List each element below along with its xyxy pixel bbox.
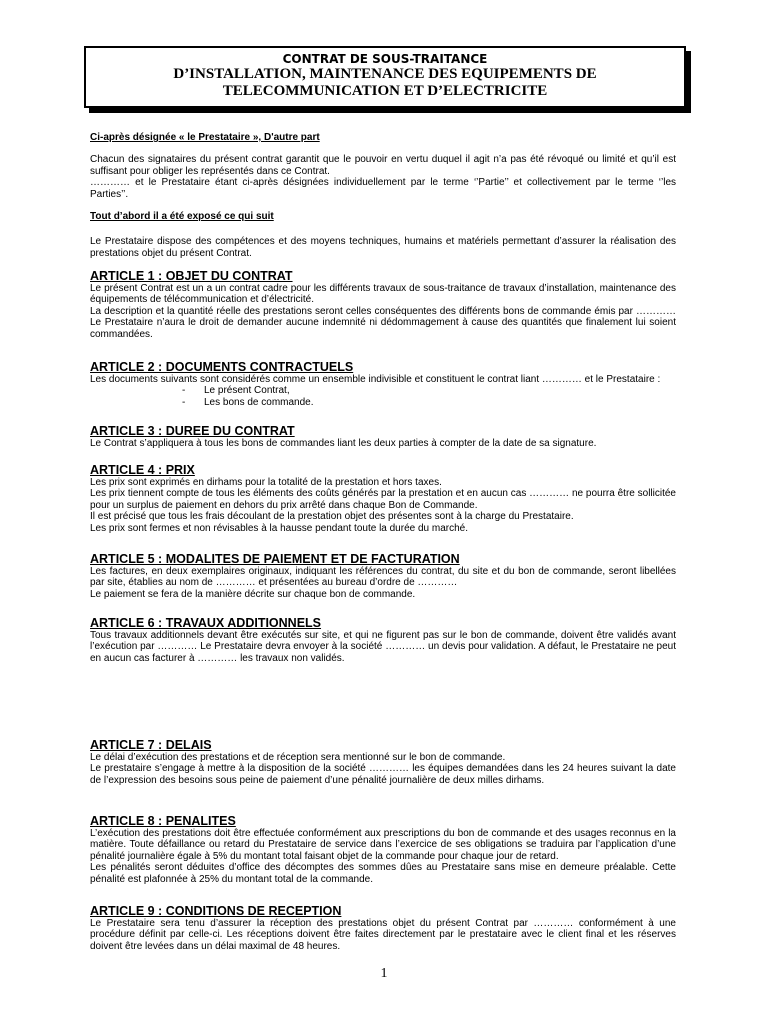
- intro-paragraph-1: Chacun des signataires du présent contrat garantit que le pouvoir en vertu duquel il agit n’a pas été révoqué ou limité et qu’il est suffisant pour obliger les représentés dans ce Contrat.: [90, 154, 676, 177]
- article-1-paragraph-1: Le présent Contrat est un a un contrat cadre pour les différents travaux de sous-traitance de travaux d’installation, maintenance des équipements de télécommunication et d’électricité.: [90, 283, 676, 306]
- article-9: [90, 905, 676, 952]
- dash-marker: -: [182, 385, 186, 397]
- article-3-paragraph-1: Le Contrat s’appliquera à tous les bons de commandes liant les deux parties à compter de la date de sa signature.: [90, 438, 597, 449]
- article-2: [90, 361, 676, 408]
- article-2-title: ARTICLE 2 : DOCUMENTS CONTRACTUELS: [90, 360, 354, 374]
- intro-paragraph-2: ………… et le Prestataire étant ci-après désignées individuellement par le terme ‘’Partie’’ et collectivement par le terme ‘’les Parties’’.: [90, 177, 676, 200]
- title-box: [84, 46, 686, 108]
- article-2-bullet-2: - Les bons de commande.: [182, 396, 314, 408]
- contract-type-title: CONTRAT DE SOUS-TRAITANCE: [282, 52, 488, 66]
- article-4-title: ARTICLE 4 : PRIX: [90, 463, 195, 477]
- expose-heading: Tout d’abord il a été exposé ce qui suit: [90, 211, 274, 223]
- article-4-paragraph-4: Les prix sont fermes et non révisables à la hausse pendant toute la durée du marché.: [90, 522, 469, 534]
- article-8-title: ARTICLE 8 : PENALITES: [90, 814, 236, 828]
- article-1: [90, 270, 676, 340]
- article-7-paragraph-2: Le prestataire s’engage à mettre à la disposition de la société ………… les équipes demandées dans les 24 heures suivant la date de l’expression des besoins sous peine de paiement d’une pénalité journalière de deux milles dirhams.: [90, 763, 676, 786]
- article-4-paragraph-1: Les prix sont exprimés en dirhams pour la totalité de la prestation et hors taxes.: [90, 477, 442, 488]
- article-8: [90, 815, 676, 885]
- article-9-title: ARTICLE 9 : CONDITIONS DE RECEPTION: [90, 904, 342, 918]
- article-4-paragraph-2: Les prix tiennent compte de tous les éléments des coûts générés par la prestation et en aucun cas ………… ne pourra être sollicitée pour un surplus de paiement en dehors du prix arrêté dans chaque Bon de Commande.: [90, 488, 676, 511]
- article-2-paragraph-1: Les documents suivants sont considérés comme un ensemble indivisible et constituent le contrat liant ………… et le Prestataire :: [90, 374, 661, 385]
- article-7-title: ARTICLE 7 : DELAIS: [90, 738, 212, 752]
- article-1-paragraph-2: La description et la quantité réelle des prestations seront celles conséquentes des différents bons de commande émis par ………… Le Prestataire n’aura le droit de demander aucune indemnité ni dédommagement à cause des quantités que finalement lui soient commandées.: [90, 305, 676, 340]
- article-6-paragraph-1: Tous travaux additionnels devant être exécutés sur site, et qui ne figurent pas sur le bon de commande, doivent être validés avant l’exécution par ………… Le Prestataire devra envoyer à la société ………… un devis pour validation. A défaut, le Prestataire ne peut en aucun cas facturer à ………… les travaux non validés.: [90, 630, 676, 664]
- article-5: [90, 553, 676, 600]
- article-4: [90, 464, 676, 534]
- dash-marker: -: [182, 396, 186, 408]
- prestataire-designation: Ci-après désignée « le Prestataire », D'autre part: [90, 132, 320, 143]
- article-8-paragraph-1: L’exécution des prestations doit être effectuée conformément aux prescriptions du bon de commande et des usages reconnus en la matière. Toute défaillance ou retard du Prestataire de service dans l’exercice de ses obligations se traduira par l’application d’une pénalité journalière égale à 5% du montant total faisant objet de la commande pour chaque jour de retard.: [90, 828, 676, 862]
- article-3: [90, 425, 676, 449]
- page-number: 1: [380, 966, 388, 981]
- contract-subject-title-line-1: D’INSTALLATION, MAINTENANCE DES EQUIPEMENTS DE: [173, 66, 597, 82]
- article-7-paragraph-1: Le délai d’exécution des prestations et de réception sera mentionné sur le bon de commande.: [90, 752, 506, 763]
- article-6-title: ARTICLE 6 : TRAVAUX ADDITIONNELS: [90, 616, 322, 630]
- article-1-title: ARTICLE 1 : OBJET DU CONTRAT: [90, 269, 293, 283]
- article-2-bullet-1: - Le présent Contrat,: [182, 385, 290, 397]
- article-6: [90, 617, 676, 664]
- article-4-paragraph-3: Il est précisé que tous les frais découlant de la prestation objet des présentes sont à la charge du Prestataire.: [90, 511, 574, 523]
- contract-subject-title-line-2: TELECOMMUNICATION ET D’ELECTRICITE: [222, 83, 548, 99]
- article-3-title: ARTICLE 3 : DUREE DU CONTRAT: [90, 424, 295, 438]
- intro-paragraph-3: Le Prestataire dispose des compétences et des moyens techniques, humains et matériels permettant d’assurer la réalisation des prestations objet du présent Contrat.: [90, 236, 676, 259]
- article-5-paragraph-2: Le paiement se fera de la manière décrite sur chaque bon de commande.: [90, 588, 416, 600]
- article-5-title: ARTICLE 5 : MODALITES DE PAIEMENT ET DE FACTURATION: [90, 552, 460, 566]
- article-9-paragraph-1: Le Prestataire sera tenu d’assurer la réception des prestations objet du présent Contrat par ………… conformément à une procédure définit par celle-ci. Les réceptions doivent être faites directement par le prestataire avec le client final et les réserves doivent être levées dans un délai maximal de 48 heures.: [90, 918, 676, 952]
- article-8-paragraph-2: Les pénalités seront déduites d’office des décomptes des sommes dûes au Prestataire sans mise en demeure préalable. Cette pénalité est plafonnée à 25% du montant total de la commande.: [90, 862, 676, 885]
- article-5-paragraph-1: Les factures, en deux exemplaires originaux, indiquant les références du contrat, du site et du bon de commande, seront libellées par site, établies au nom de ………… et présentées au bureau d’ordre de …………: [90, 566, 676, 589]
- article-7: [90, 739, 676, 786]
- intro-section: [90, 132, 676, 259]
